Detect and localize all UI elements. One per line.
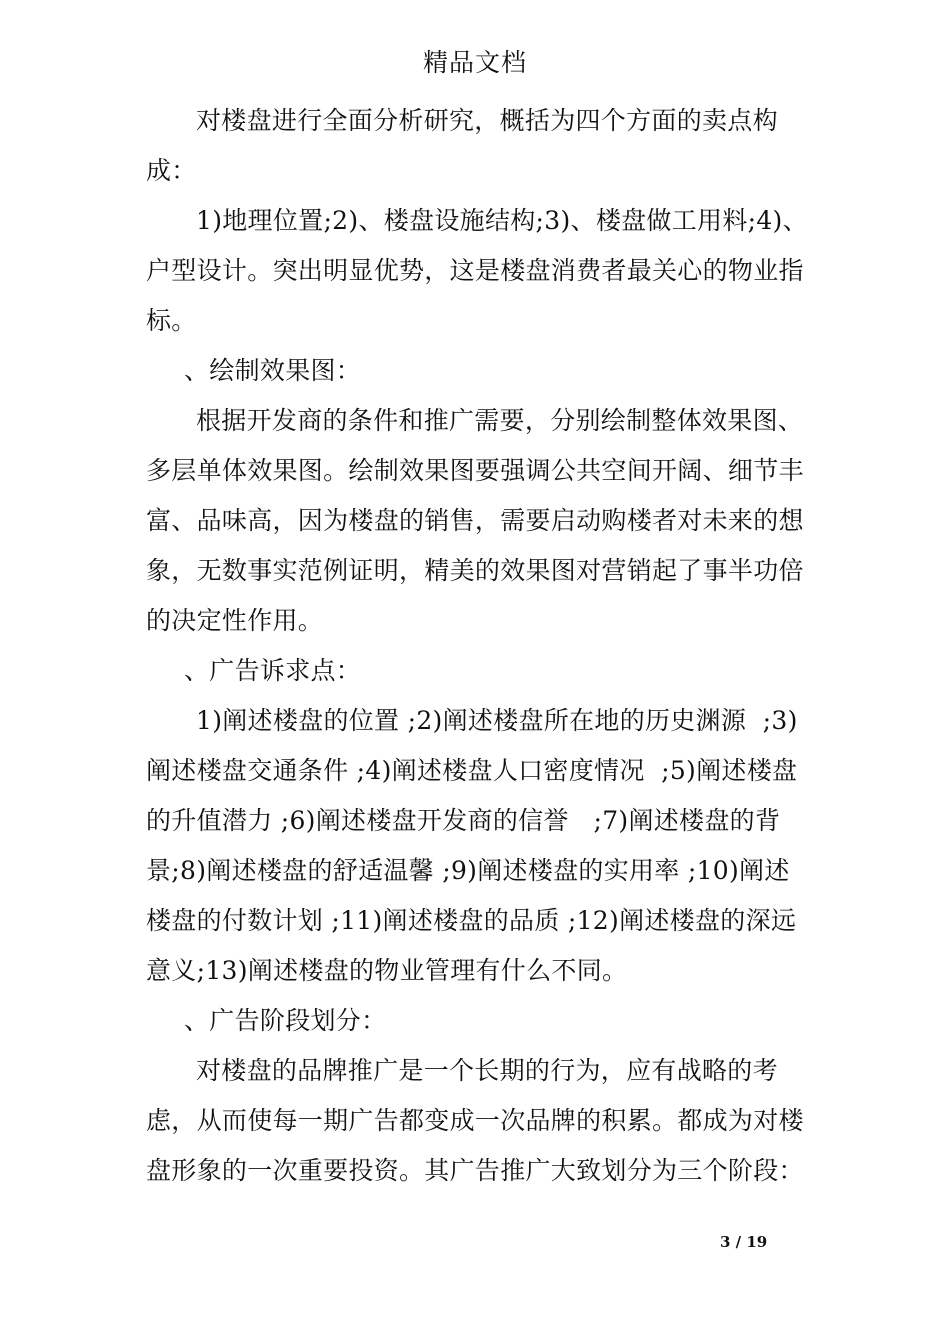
paragraph-line: 楼盘的付数计划 ;11)阐述楼盘的品质 ;12)阐述楼盘的深远 — [146, 906, 797, 935]
paragraph-line: 对楼盘的品牌推广是一个长期的行为，应有战略的考 — [196, 1056, 778, 1085]
section-heading: 、广告阶段划分： — [184, 1006, 387, 1035]
paragraph-line: 对楼盘进行全面分析研究，概括为四个方面的卖点构 — [196, 106, 778, 135]
page-number: 3 / 19 — [720, 1233, 768, 1251]
paragraph-line: 的升值潜力 ;6)阐述楼盘开发商的信誉 ;7)阐述楼盘的背 — [146, 806, 781, 835]
paragraph-line: 意义;13)阐述楼盘的物业管理有什么不同。 — [146, 956, 628, 985]
paragraph-line: 多层单体效果图。绘制效果图要强调公共空间开阔、细节丰 — [146, 456, 804, 485]
section-heading: 、广告诉求点： — [184, 656, 362, 685]
paragraph-line: 成： — [146, 156, 197, 185]
paragraph-line: 富、品味高，因为楼盘的销售，需要启动购楼者对未来的想 — [146, 506, 804, 535]
paragraph-line: 虑，从而使每一期广告都变成一次品牌的积累。都成为对楼 — [146, 1106, 804, 1135]
paragraph-line: 阐述楼盘交通条件 ;4)阐述楼盘人口密度情况 ;5)阐述楼盘 — [146, 756, 798, 785]
document-body — [146, 96, 810, 1196]
paragraph-line: 标。 — [146, 306, 197, 335]
paragraph-line: 1)地理位置;2)、楼盘设施结构;3)、楼盘做工用料;4)、 — [196, 206, 808, 235]
paragraph-line: 盘形象的一次重要投资。其广告推广大致划分为三个阶段： — [146, 1156, 804, 1185]
paragraph-line: 景;8)阐述楼盘的舒适温馨 ;9)阐述楼盘的实用率 ;10)阐述 — [146, 856, 790, 885]
paragraph-line: 根据开发商的条件和推广需要，分别绘制整体效果图、 — [196, 406, 804, 435]
page-header-title: 精品文档 — [422, 48, 527, 77]
paragraph-line: 户型设计。突出明显优势，这是楼盘消费者最关心的物业指 — [146, 256, 804, 285]
section-heading: 、绘制效果图： — [184, 356, 362, 385]
paragraph-line: 的决定性作用。 — [146, 606, 324, 635]
paragraph-line: 象，无数事实范例证明，精美的效果图对营销起了事半功倍 — [146, 556, 804, 585]
paragraph-line: 1)阐述楼盘的位置 ;2)阐述楼盘所在地的历史渊源 ;3) — [196, 706, 798, 735]
